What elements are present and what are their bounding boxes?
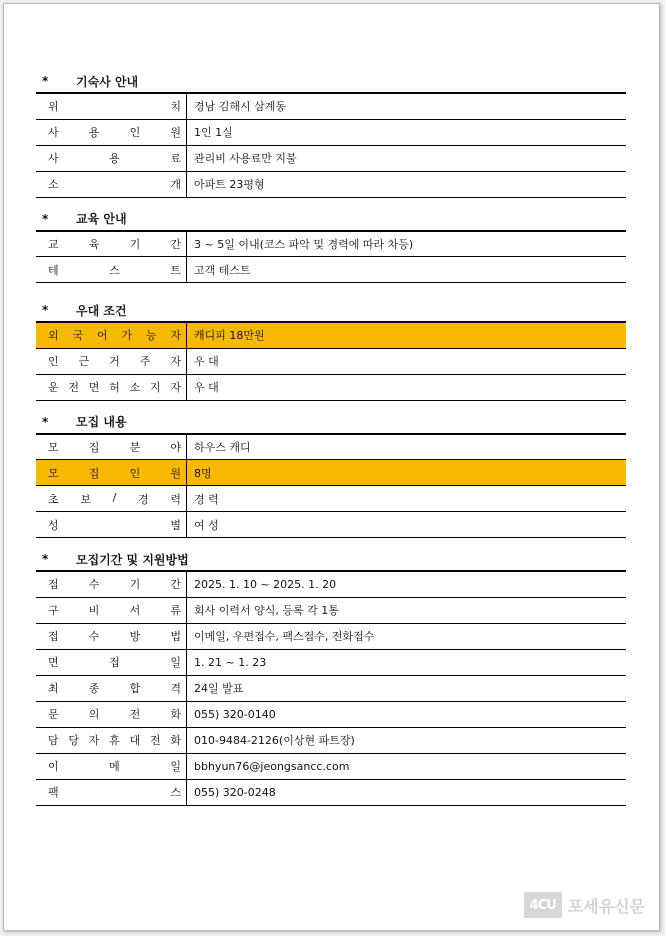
section-title	[36, 70, 626, 92]
table-row	[36, 119, 626, 145]
row-label	[36, 322, 187, 348]
row-value: 고객 테스트	[194, 263, 251, 277]
section-title	[36, 299, 626, 321]
table-row	[36, 93, 626, 119]
info-table	[36, 321, 626, 401]
row-label-text: 최 종 합 격	[48, 682, 181, 695]
section-title-text: 모집기간 및 지원방법	[76, 552, 189, 567]
section-title	[36, 208, 626, 230]
watermark-logo: 4CU	[524, 892, 562, 918]
row-value: 24일 발표	[194, 682, 244, 695]
table-row	[36, 486, 626, 512]
row-label-text: 외 국 어 가 능 자	[48, 329, 181, 343]
row-label	[36, 145, 187, 171]
table-row	[36, 512, 626, 538]
row-label-text: 담 당 자 휴 대 전 화	[48, 734, 181, 747]
row-value: 경남 김해시 삼계동	[194, 100, 287, 114]
bullet-mark: *	[42, 211, 49, 226]
table-row	[36, 701, 626, 727]
table-row	[36, 649, 626, 675]
row-label	[36, 119, 187, 145]
bullet-mark: *	[42, 552, 49, 566]
row-value: 우 대	[194, 381, 219, 394]
row-value: 이메일, 우편접수, 팩스접수, 전화접수	[194, 630, 375, 643]
section-title-text: 우대 조건	[76, 303, 127, 318]
row-label	[36, 93, 187, 119]
document-page	[3, 3, 660, 931]
row-label	[36, 171, 187, 197]
watermark	[524, 892, 645, 918]
row-value: 여 성	[194, 518, 219, 532]
table-row	[36, 171, 626, 197]
row-label-text: 모 집 인 원	[48, 466, 181, 480]
row-label-text: 테 스 트	[48, 263, 181, 277]
table-row	[36, 675, 626, 701]
row-label	[36, 649, 187, 675]
row-value: bbhyun76@jeongsancc.com	[194, 759, 350, 773]
info-table	[36, 433, 626, 539]
info-table	[36, 230, 626, 284]
table-row	[36, 231, 626, 257]
row-label-text: 초 보 / 경 력	[48, 490, 181, 506]
bullet-mark: *	[42, 414, 49, 429]
row-label	[36, 701, 187, 727]
row-label	[36, 486, 187, 512]
section-title-text: 교육 안내	[76, 212, 127, 226]
section-title-text: 모집 내용	[76, 415, 127, 429]
table-row	[36, 374, 626, 400]
row-label	[36, 512, 187, 538]
table-row	[36, 727, 626, 753]
table-row	[36, 348, 626, 374]
row-value: 우 대	[194, 355, 219, 368]
row-label	[36, 727, 187, 753]
row-value: 경 력	[194, 492, 219, 506]
row-label	[36, 779, 187, 805]
row-value: 8명	[194, 466, 212, 480]
document-content	[36, 70, 626, 806]
row-label	[36, 753, 187, 779]
section-title-text: 기숙사 안내	[76, 74, 139, 89]
table-row	[36, 322, 626, 348]
row-value: 관리비 사용료만 지불	[194, 152, 297, 165]
row-value: 1. 21 ~ 1. 23	[194, 655, 267, 669]
row-label-text: 이 메 일	[48, 760, 181, 773]
row-label	[36, 597, 187, 623]
row-label-text: 문 의 전 화	[48, 708, 181, 721]
row-label-text: 접 수 방 법	[48, 630, 181, 643]
row-label	[36, 231, 187, 257]
row-value: 2025. 1. 10 ~ 2025. 1. 20	[194, 577, 337, 591]
row-value: 1인 1실	[194, 126, 233, 139]
row-label	[36, 571, 187, 597]
row-value: 하우스 캐디	[194, 440, 251, 454]
row-label	[36, 460, 187, 486]
row-value: 3 ~ 5일 이내(코스 파악 및 경력에 따라 차등)	[194, 237, 414, 251]
table-row	[36, 623, 626, 649]
section-title	[36, 548, 626, 570]
row-label	[36, 348, 187, 374]
row-label-text: 인 근 거 주 자	[48, 355, 181, 368]
row-label-text: 사 용 인 원	[48, 126, 181, 139]
bullet-mark: *	[42, 74, 49, 88]
row-label-text: 팩 스	[48, 786, 181, 799]
row-label	[36, 675, 187, 701]
row-label	[36, 434, 187, 460]
row-value: 010-9484-2126(이상현 파트장)	[194, 734, 355, 747]
row-value: 캐디피 18만원	[194, 329, 265, 343]
row-label-text: 접 수 기 간	[48, 578, 181, 592]
row-label-text: 교 육 기 간	[48, 237, 181, 251]
table-row	[36, 571, 626, 597]
row-value: 아파트 23평형	[194, 178, 265, 191]
table-row	[36, 434, 626, 460]
table-row	[36, 257, 626, 283]
section-title	[36, 411, 626, 433]
row-label-text: 모 집 분 야	[48, 440, 181, 454]
row-label-text: 위 치	[48, 100, 181, 114]
row-label-text: 성 별	[48, 518, 181, 532]
row-label	[36, 623, 187, 649]
row-label-text: 구 비 서 류	[48, 604, 181, 617]
row-label-text: 면 접 일	[48, 656, 181, 669]
info-table	[36, 92, 626, 198]
table-row	[36, 597, 626, 623]
watermark-text: 포세유신문	[567, 896, 645, 916]
row-label	[36, 257, 187, 283]
table-row	[36, 460, 626, 486]
row-label-text: 사 용 료	[48, 152, 181, 165]
row-label-text: 운 전 면 허 소 지 자	[48, 381, 181, 394]
bullet-mark: *	[42, 303, 49, 317]
table-row	[36, 145, 626, 171]
table-row	[36, 753, 626, 779]
row-value: 회사 이력서 양식, 등록 각 1통	[194, 604, 339, 617]
row-label	[36, 374, 187, 400]
row-label-text: 소 개	[48, 178, 181, 191]
info-table	[36, 570, 626, 806]
table-row	[36, 779, 626, 805]
row-value: 055) 320-0140	[194, 707, 276, 721]
row-value: 055) 320-0248	[194, 785, 276, 799]
